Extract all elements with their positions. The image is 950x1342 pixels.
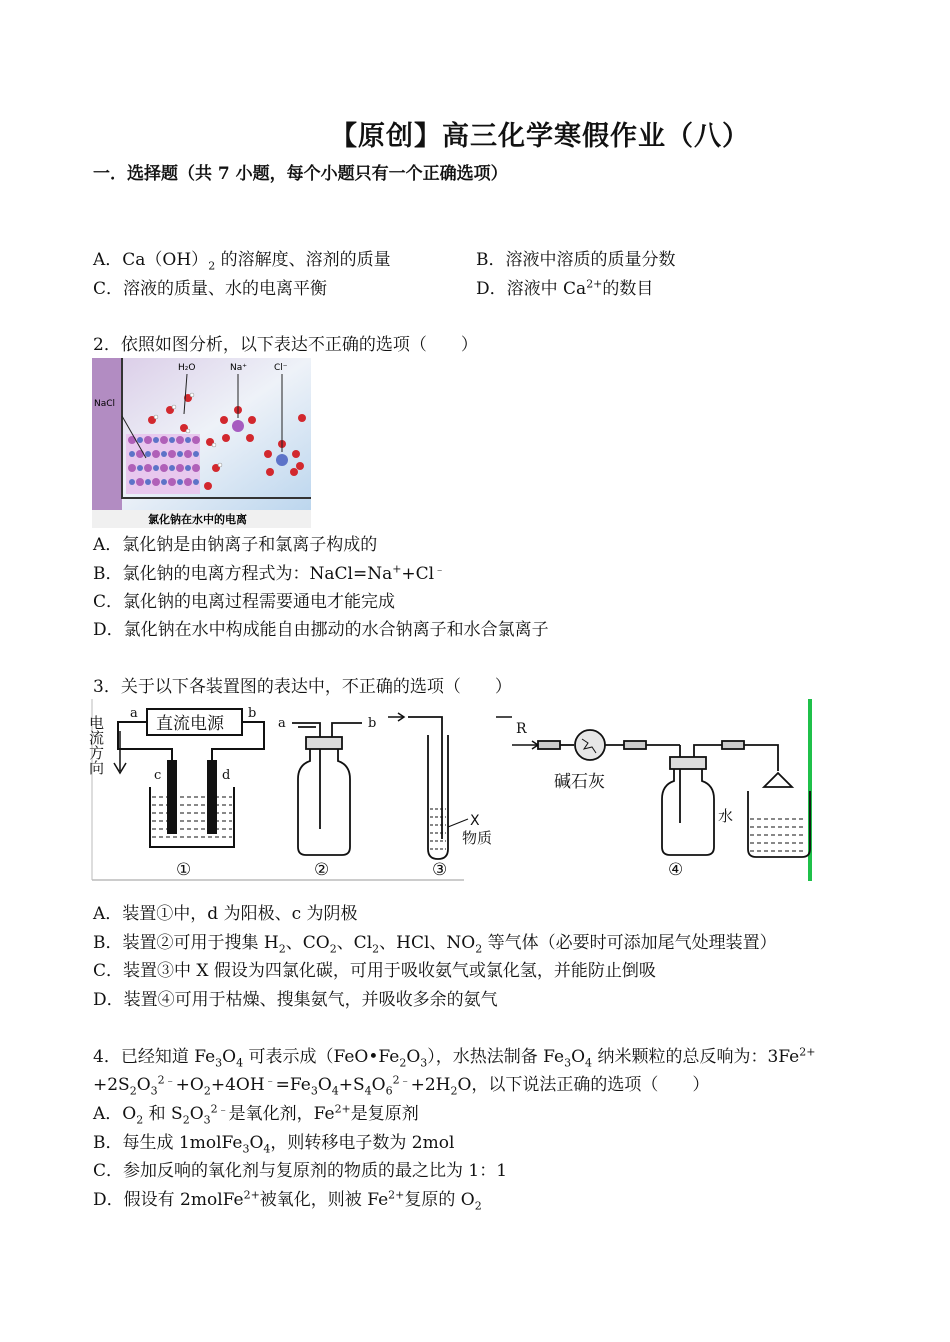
dc-power-label: 直流电源 xyxy=(156,714,224,734)
q3-option-c: C．装置③中 X 假设为四氯化碳，可用于吸收氨气或氯化氢，并能防止倒吸 xyxy=(93,961,656,981)
q3-option-d: D．装置④可用于枯燥、搜集氨气，并吸收多余的氨气 xyxy=(93,990,498,1010)
current-direction-label: 电流方向 xyxy=(87,715,105,775)
apparatus-figure xyxy=(87,699,812,881)
q1-option-b: B．溶液中溶质的质量分数 xyxy=(476,250,676,270)
soda-lime-label: 碱石灰 xyxy=(554,772,605,792)
q4-stem-line2: $+2S_2O_3^{2﹣}+O_2+4OH^﹣=Fe_3O_4+S_4O_6^{2﹣}+2H_2O$，以下说法正确的选项（ ） xyxy=(93,1073,710,1098)
figure-caption: 氯化钠在水中的电离 xyxy=(148,513,247,526)
label-d: d xyxy=(222,768,231,783)
q2-stem: 2．依照如图分析，以下表达不正确的选项（ ） xyxy=(93,335,478,355)
label-b1: b xyxy=(248,706,257,721)
q3-stem: 3．关于以下各装置图的表达中，不正确的选项（ ） xyxy=(93,677,512,697)
nacl-label: NaCl xyxy=(94,399,116,409)
q4-option-a: A．$O_2$ 和 $S_2O_3^{2﹣}$是氧化剂，$Fe^{2+}$是复原剂 xyxy=(93,1102,419,1127)
lime-bulb xyxy=(575,730,605,760)
nacl-dissolution-figure xyxy=(92,358,311,528)
na-label: Na⁺ xyxy=(230,363,247,373)
q2-option-a: A．氯化钠是由钠离子和氯离子构成的 xyxy=(93,535,378,555)
q3-option-b: B．装置②可用于搜集 $H_2$、$CO_2$、$Cl_2$、HCl、$NO_2$ 等气体（必要时可添加尾气处理装置） xyxy=(93,933,777,956)
number-2: ② xyxy=(314,860,330,880)
label-a2: a xyxy=(278,716,286,731)
q4-option-b: B．每生成 $1molFe_3O_4$，则转移电子数为 2mol xyxy=(93,1133,455,1156)
q4-option-c: C．参加反响的氧化剂与复原剂的物质的最之比为 1：1 xyxy=(93,1161,508,1181)
label-c: c xyxy=(154,768,162,783)
label-b2: b xyxy=(368,716,377,731)
label-r: R xyxy=(516,721,527,737)
q4-stem-line1: 4．已经知道 $Fe_3O_4$ 可表示成$(FeO•Fe_2O_3)$，水热法制备 $Fe_3O_4$ 纳米颗粒的总反响为：$3Fe^{2+}$ xyxy=(93,1045,816,1070)
number-1: ① xyxy=(176,860,192,880)
q1-option-d: D．溶液中 $Ca^{2+}$的数目 xyxy=(476,277,654,299)
q2-option-b: B．氯化钠的电离方程式为：NaCl=Na++Cl﹣ xyxy=(93,562,446,584)
number-3: ③ xyxy=(432,860,448,880)
q2-option-c: C．氯化钠的电离过程需要通电才能完成 xyxy=(93,592,396,612)
water-label: 水 xyxy=(718,807,734,825)
h2o-label: H₂O xyxy=(178,363,196,373)
number-4: ④ xyxy=(668,860,684,880)
q1-option-a: A．$Ca(OH)_2$ 的溶解度、溶剂的质量 xyxy=(93,250,391,273)
q3-option-a: A．装置①中，d 为阳极、c 为阴极 xyxy=(93,904,358,924)
cl-label: Cl⁻ xyxy=(274,363,288,373)
label-a1: a xyxy=(130,706,138,721)
label-x: X xyxy=(470,813,480,829)
q1-option-c: C．溶液的质量、水的电离平衡 xyxy=(93,279,328,299)
q4-option-d: D．假设有 2molFe$^{2+}$被氧化，则被 $Fe^{2+}$复原的 $O_2$ xyxy=(93,1188,482,1213)
section-heading: 一．选择题（共 7 小题，每个小题只有一个正确选项） xyxy=(93,164,508,184)
q2-option-d: D．氯化钠在水中构成能自由挪动的水合钠离子和水合氯离子 xyxy=(93,620,549,640)
page-title: 【原创】高三化学寒假作业（八） xyxy=(330,121,750,152)
label-substance: 物质 xyxy=(462,829,493,847)
